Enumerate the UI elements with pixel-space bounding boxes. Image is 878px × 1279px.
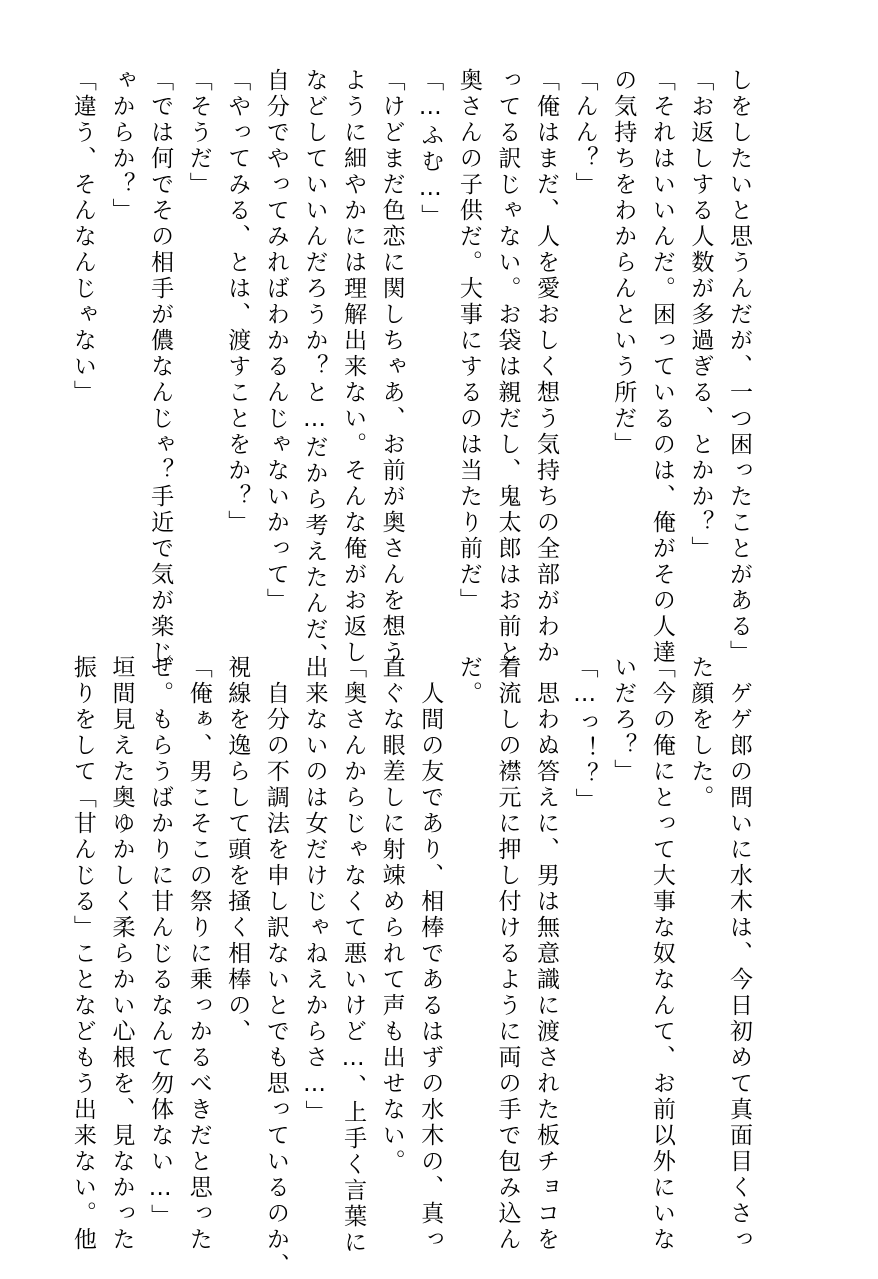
lower-text-block: [63, 655, 758, 1279]
text-line: ぜ。もらうばかりに甘んじるなんて勿体ない…」: [147, 655, 174, 1230]
text-line: ゲゲ郎の問いに水木は、今日初めて真面目くさっ: [726, 655, 752, 1253]
text-line: 「今の俺にとって大事な奴なんて、お前以外にいな: [648, 655, 675, 1253]
text-line: 「俺ぁ、男こそこの祭りに乗っかるべきだと思った: [185, 655, 212, 1253]
text-line: 出来ないのは女だけじゃねえからさ…」: [301, 655, 328, 1126]
text-line: 「…ふむ…」: [417, 68, 444, 230]
text-line: 「お返しする人数が多過ぎる、とかか？」: [687, 68, 714, 562]
text-line: 「やってみる、とは、渡すことをか？」: [224, 68, 251, 536]
text-line: 着流しの襟元に押し付けるように両の手で包み込ん: [494, 655, 521, 1253]
text-line: 「では何でその相手が儂なんじゃ？手近で気が楽じ: [147, 68, 174, 666]
text-line: 「違う、そんなんじゃない」: [69, 68, 96, 406]
text-line: 視線を逸らして頭を掻く相棒の、: [224, 655, 251, 1045]
text-line: だ。: [455, 655, 482, 707]
text-line: 人間の友であり、相棒であるはずの水木の、真っ: [417, 655, 444, 1253]
text-line: 振りをして「甘んじる」ことなどもう出来ない。他: [69, 655, 96, 1253]
text-line: 自分の不調法を申し訳ないとでも思っているのか、: [262, 655, 289, 1279]
text-line: ゃからか？」: [108, 68, 135, 224]
text-line: 思わぬ答えに、男は無意識に渡された板チョコを: [533, 655, 560, 1253]
text-line: ように細やかには理解出来ない。そんな俺がお返し: [340, 68, 367, 666]
text-line: た顔をした。: [687, 655, 714, 811]
text-line: 自分でやってみればわかるんじゃないかって」: [262, 68, 289, 614]
text-line: ってる訳じゃない。お袋は親だし、鬼太郎はお前と: [494, 68, 521, 666]
text-line: 「けどまだ色恋に関しちゃあ、お前が奥さんを想う: [378, 68, 405, 666]
upper-text-block: [63, 68, 758, 669]
text-line: いだろ？」: [610, 655, 637, 785]
text-line: 「俺はまだ、人を愛おしく想う気持ちの全部がわか: [533, 68, 560, 666]
text-line: しをしたいと思うんだが、一つ困ったことがある」: [726, 68, 752, 666]
text-line: 「奥さんからじゃなくて悪いけど…、上手く言葉に: [340, 655, 367, 1256]
text-line: 奥さんの子供だ。大事にするのは当たり前だ」: [455, 68, 482, 614]
text-line: 「んん？」: [571, 68, 598, 198]
text-line: 「それはいいんだ。困っているのは、俺がその人達: [648, 68, 675, 666]
text-line: 垣間見えた奥ゆかしく柔らかい心根を、見なかった: [108, 655, 135, 1253]
text-line: 「そうだ」: [185, 68, 212, 198]
text-line: などしていいんだろうか？と…だから考えたんだ、: [301, 68, 328, 669]
text-line: 「…っ！？」: [571, 655, 598, 814]
text-line: の気持ちをわからんという所だ」: [610, 68, 637, 458]
text-line: 直ぐな眼差しに射竦められて声も出せない。: [378, 655, 405, 1175]
